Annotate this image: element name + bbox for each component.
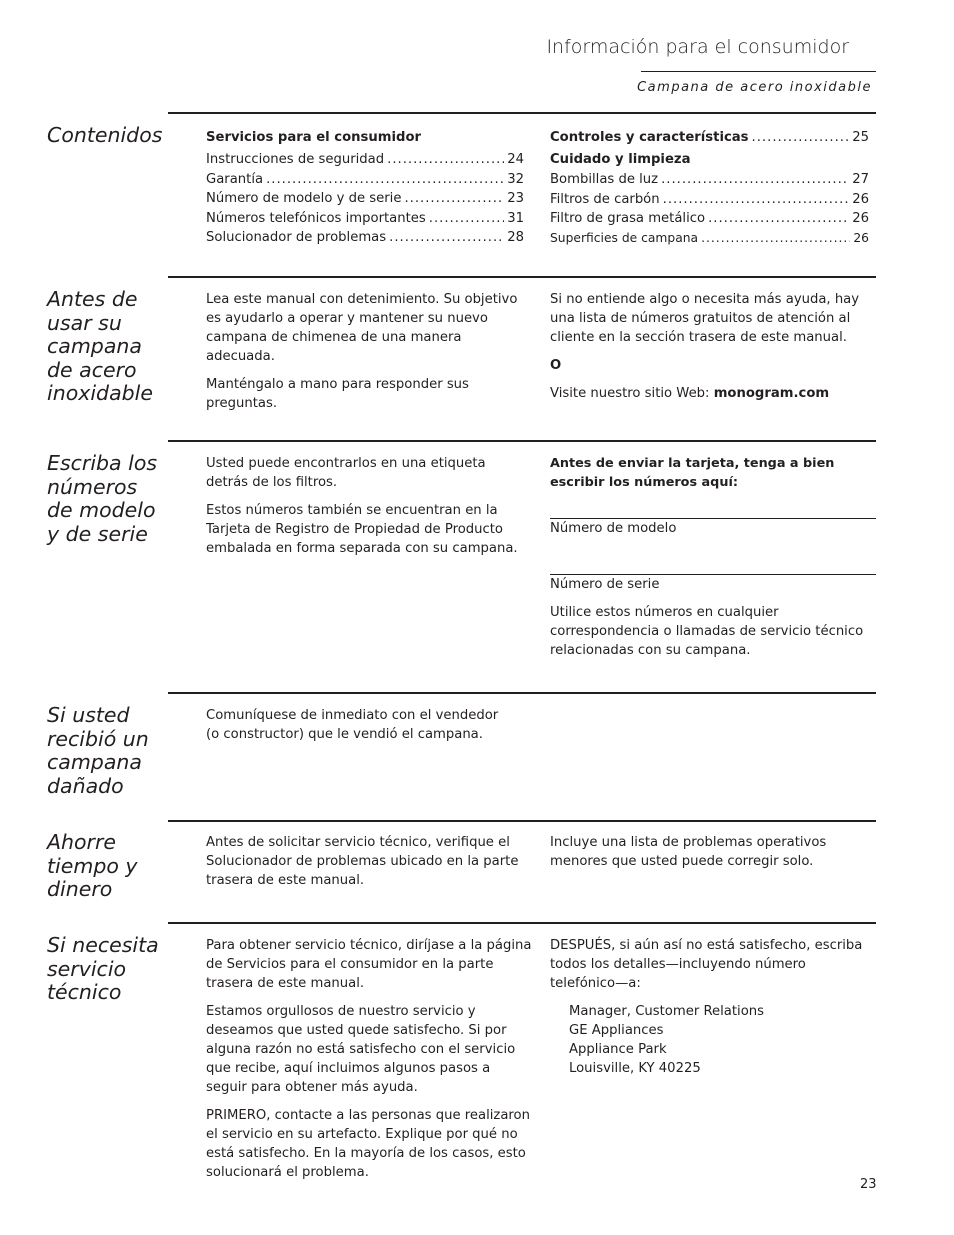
toc-entry-page: 27 — [852, 172, 869, 187]
save-right: Incluye una lista de problemas operativos menores que usted puede corregir solo. — [550, 835, 827, 869]
section-title-before-use: Antes de usar su campana de acero inoxidable — [47, 287, 153, 405]
service-left — [206, 936, 532, 1191]
model-serial-note: Utilice estos números en cualquier correspondencia o llamadas de servicio técnico relacionadas con su campana. — [550, 605, 864, 658]
toc-entry[interactable] — [550, 209, 869, 229]
leader-dots — [661, 170, 849, 189]
leader-dots — [663, 190, 850, 209]
toc-entry-page: 25 — [852, 130, 869, 145]
text-line: (o constructor) que le vendió el campana. — [206, 727, 483, 742]
service-right — [550, 936, 868, 1078]
page-header-title: Información para el consumidor — [546, 36, 849, 58]
toc-heading: Cuidado y limpieza — [550, 152, 691, 167]
paragraph: Estamos orgullosos de nuestro servicio y deseamos que usted quede satisfecho. Si por alguna razón no está satisfecho con el servicio que recibe, aquí incluimos algunos pasos a seguir para obtener más ayuda. — [206, 1004, 516, 1095]
toc-entry-page: 24 — [507, 152, 524, 167]
toc-entry-page: 26 — [852, 211, 869, 226]
address-line: GE Appliances — [569, 1023, 664, 1038]
toc-entry-label: Controles y características — [550, 130, 749, 145]
toc-entry-label: Instrucciones de seguridad — [206, 152, 385, 167]
page-number: 23 — [860, 1177, 877, 1192]
paragraph: Manténgalo a mano para responder sus preguntas. — [206, 377, 469, 411]
toc-entry-page: 32 — [507, 171, 524, 187]
before-use-right — [550, 290, 868, 412]
paragraph: PRIMERO, contacte a las personas que realizaron el servicio en su artefacto. Explique por qué no está satisfecho. En la mayoría de los casos, esto solucionará el problema. — [206, 1108, 530, 1180]
before-use-left — [206, 290, 526, 422]
toc-entry[interactable] — [550, 128, 869, 150]
section-title-damaged: Si usted recibió un campana dañado — [47, 703, 149, 798]
toc-entry-label: Filtro de grasa metálico — [550, 211, 706, 226]
toc-entry[interactable] — [550, 190, 869, 210]
website-line — [550, 384, 868, 403]
section-divider — [168, 112, 876, 114]
leader-dots — [387, 150, 504, 169]
toc-entry-page: 23 — [507, 191, 524, 206]
toc-entry-page: 28 — [507, 230, 524, 245]
model-number-label: Número de modelo — [550, 521, 677, 536]
toc-left-column — [206, 128, 524, 248]
address-line: Appliance Park — [569, 1042, 667, 1057]
leader-dots — [404, 189, 504, 208]
leader-dots — [752, 128, 850, 147]
paragraph: Lea este manual con detenimiento. Su objetivo es ayudarlo a operar y mantener su nuevo campana de chimenea de una manera adecuada. — [206, 292, 518, 364]
website-link[interactable]: monogram.com — [713, 386, 830, 401]
serial-number-label: Número de serie — [550, 577, 660, 592]
leader-dots — [701, 229, 850, 248]
or-label: O — [550, 358, 562, 373]
section-divider — [168, 440, 876, 442]
damaged-text — [206, 706, 536, 744]
toc-entry[interactable] — [550, 229, 869, 249]
leader-dots — [266, 170, 504, 189]
toc-entry-label: Superficies de campana — [550, 230, 699, 245]
website-prefix: Visite nuestro sitio Web: — [550, 386, 714, 401]
toc-entry-label: Número de modelo y de serie — [206, 191, 402, 206]
model-serial-right — [550, 454, 876, 501]
section-title-contents: Contenidos — [47, 123, 163, 147]
card-instructions: Antes de enviar la tarjeta, tenga a bien escribir los números aquí: — [550, 456, 835, 490]
toc-entry-page: 31 — [507, 210, 524, 226]
address-line: Manager, Customer Relations — [569, 1004, 764, 1019]
leader-dots — [389, 228, 504, 247]
paragraph: Usted puede encontrarlos en una etiqueta detrás de los filtros. — [206, 456, 486, 490]
toc-entry[interactable] — [206, 170, 524, 190]
leader-dots — [429, 209, 504, 228]
paragraph: DESPUÉS, si aún así no está satisfecho, escriba todos los detalles—incluyendo número telefónico—a: — [550, 938, 863, 991]
toc-entry[interactable] — [206, 209, 524, 229]
paragraph: Estos números también se encuentran en la Tarjeta de Registro de Propiedad de Producto embalada en forma separada con su campana. — [206, 503, 518, 556]
toc-entry[interactable] — [550, 170, 869, 190]
toc-entry-label: Filtros de carbón — [550, 191, 660, 207]
section-divider — [168, 820, 876, 822]
text-line: Comuníquese de inmediato con el vendedor — [206, 708, 499, 723]
section-divider — [168, 922, 876, 924]
toc-entry[interactable] — [206, 228, 524, 248]
leader-dots — [708, 209, 849, 228]
section-title-service: Si necesita servicio técnico — [47, 933, 159, 1004]
toc-entry-label: Solucionador de problemas — [206, 230, 387, 245]
model-serial-left — [206, 454, 528, 567]
mailing-address — [569, 1002, 868, 1078]
paragraph: Si no entiende algo o necesita más ayuda, hay una lista de números gratuitos de atención al cliente en la sección trasera de este manual. — [550, 292, 860, 345]
toc-entry-label: Garantía — [206, 171, 264, 187]
toc-entry-page: 26 — [853, 230, 869, 245]
address-line: Louisville, KY 40225 — [569, 1061, 701, 1076]
toc-heading: Servicios para el consumidor — [206, 130, 422, 145]
toc-entry[interactable] — [206, 189, 524, 209]
save-left: Antes de solicitar servicio técnico, verifique el Solucionador de problemas ubicado en la parte trasera de este manual. — [206, 835, 519, 888]
toc-right-column — [550, 128, 869, 248]
section-title-save: Ahorre tiempo y dinero — [47, 830, 138, 901]
toc-entry-label: Bombillas de luz — [550, 172, 659, 187]
toc-entry-label: Números telefónicos importantes — [206, 210, 426, 226]
toc-entry-page: 26 — [852, 191, 869, 207]
paragraph: Para obtener servicio técnico, diríjase a la página de Servicios para el consumidor en la parte trasera de este manual. — [206, 938, 532, 991]
section-title-model-serial: Escriba los números de modelo y de serie — [47, 451, 158, 546]
section-divider — [168, 692, 876, 694]
page-header-subtitle: Campana de acero inoxidable — [637, 80, 872, 95]
header-divider — [641, 71, 876, 72]
toc-entry[interactable] — [206, 150, 524, 170]
section-divider — [168, 276, 876, 278]
